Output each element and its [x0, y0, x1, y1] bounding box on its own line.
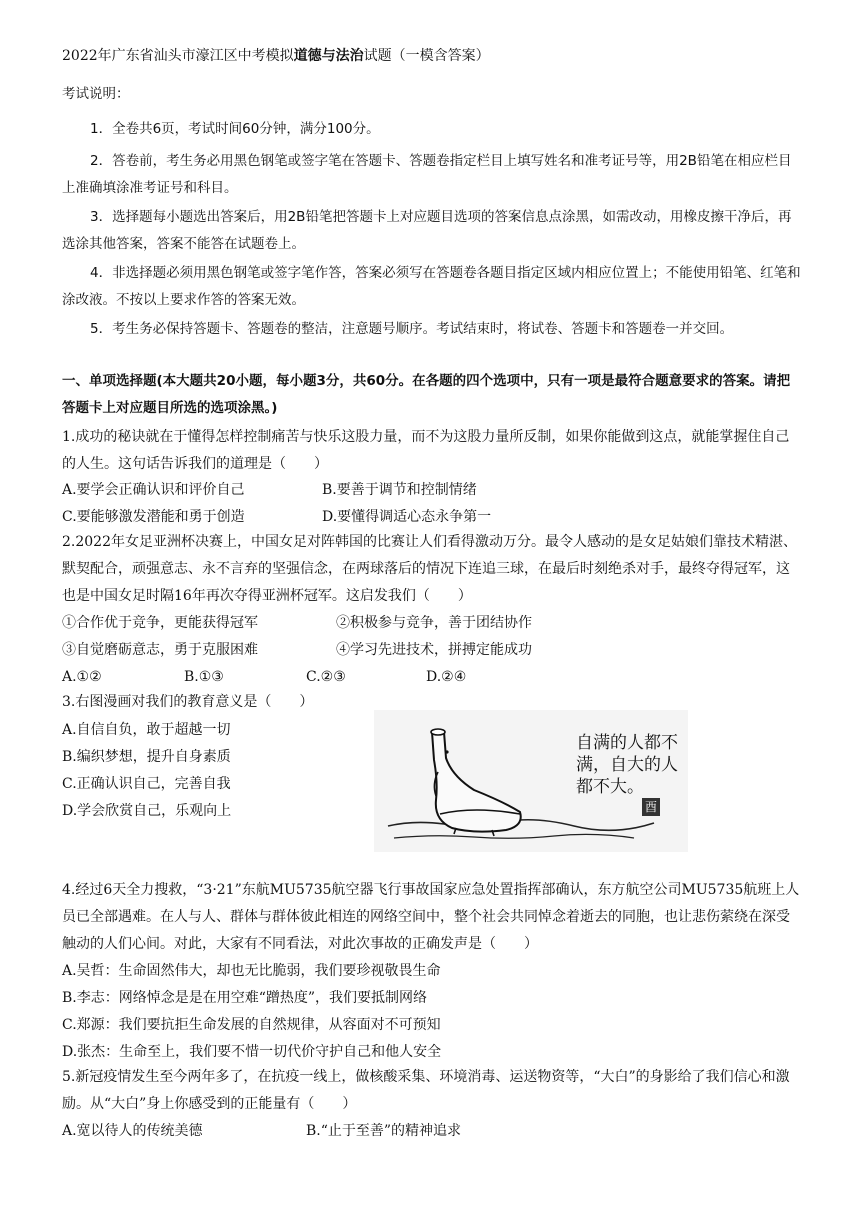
q4-option-b: B.李志：网络悼念是是在用空难“蹭热度”，我们要抵制网络 [62, 990, 428, 1006]
q2-statement-4: ④学习先进技术，拼搏定能成功 [336, 642, 532, 658]
q1-option-d: D.要懂得调适心态永争第一 [322, 509, 492, 525]
cartoon-caption-2: 满，自大的人 [576, 755, 678, 775]
instruction-item-1: 1．全卷共6页，考试时间60分钟，满分100分。 [90, 121, 380, 137]
q3-option-b: B.编织梦想，提升自身素质 [62, 749, 231, 765]
cartoon-seal: 酉 [642, 798, 660, 816]
q4-stem: 4.经过6天全力搜救，“3·21”东航MU5735航空器飞行事故国家应急处置指挥部确认，东方航空公司MU5735航班上人员已全部遇难。在人与人、群体与群体彼此相连的网络空间中，整个社会共同悼念着逝去的同胞，也让悲伤萦绕在深受触动的人们心间。对此，大家有不同看法，对此次事故的正确发声是（ ） [62, 882, 800, 952]
q2-option-b: B.①③ [184, 669, 224, 685]
q4-option-a: A.吴哲：生命固然伟大，却也无比脆弱，我们要珍视敬畏生命 [62, 963, 441, 979]
cartoon-caption-1: 自满的人都不 [576, 733, 678, 753]
q3-option-a: A.自信自负，敢于超越一切 [62, 722, 231, 738]
q2-option-c: C.②③ [306, 669, 346, 685]
q3-stem: 3.右图漫画对我们的教育意义是（ ） [62, 694, 314, 710]
q2-stem: 2.2022年女足亚洲杯决赛上，中国女足对阵韩国的比赛让人们看得激动万分。最令人感动的是女足姑娘们靠技术精湛、默契配合，顽强意志、永不言弃的坚强信念，在两球落后的情况下连追三球，在最后时刻绝杀对手，最终夺得冠军，这也是中国女足时隔16年再次夺得亚洲杯冠军。这启发我们（ ） [62, 534, 797, 604]
instruction-item-4: 4．非选择题必须用黑色钢笔或签字笔作答，答案必须写在答题卷各题目指定区域内相应位置上；不能使用铅笔、红笔和涂改液。不按以上要求作答的答案无效。 [62, 265, 801, 308]
q4-option-d: D.张杰：生命至上，我们要不惜一切代价守护自己和他人安全 [62, 1044, 442, 1060]
title-subject: 道德与法治 [293, 48, 364, 64]
q3-option-d: D.学会欣赏自己，乐观向上 [62, 803, 232, 819]
title-suffix: 试题（一模含答案） [363, 48, 490, 64]
q3-cartoon-image [374, 710, 688, 852]
q2-statement-2: ②积极参与竞争，善于团结协作 [336, 615, 532, 631]
q5-stem: 5.新冠疫情发生至今两年多了，在抗疫一线上，做核酸采集、环境消毒、运送物资等，“大白”的身影给了我们信心和激励。从“大白”身上你感受到的正能量有（ ） [62, 1069, 790, 1112]
instruction-item-5: 5．考生务必保持答题卡、答题卷的整洁，注意题号顺序。考试结束时，将试卷、答题卡和答题卷一并交回。 [90, 321, 734, 337]
page-title [62, 46, 802, 66]
instruction-item-3: 3．选择题每小题选出答案后，用2B铅笔把答题卡上对应题目选项的答案信息点涂黑，如需改动，用橡皮擦干净后，再选涂其他答案，答案不能答在试题卷上。 [62, 209, 792, 252]
q1-stem: 1.成功的秘诀就在于懂得怎样控制痛苦与快乐这股力量，而不为这股力量所反制，如果你能做到这点，就能掌握住自己的人生。这句话告诉我们的道理是（ ） [62, 429, 790, 472]
q1-option-b: B.要善于调节和控制情绪 [322, 482, 477, 498]
cartoon-caption-3: 都不大。 [576, 777, 644, 797]
q1-option-c: C.要能够激发潜能和勇于创造 [62, 509, 245, 525]
instructions-heading: 考试说明： [62, 86, 130, 102]
section-heading: 一、单项选择题(本大题共20小题，每小题3分，共60分。在各题的四个选项中，只有一项是最符合题意要求的答案。请把答题卡上对应题目所选的选项涂黑。) [62, 373, 791, 416]
q3-option-c: C.正确认识自己，完善自我 [62, 776, 231, 792]
q2-statement-3: ③自觉磨砺意志，勇于克服困难 [62, 642, 258, 658]
q2-option-d: D.②④ [426, 669, 467, 685]
q1-option-a: A.要学会正确认识和评价自己 [62, 482, 245, 498]
q4-option-c: C.郑源：我们要抗拒生命发展的自然规律，从容面对不可预知 [62, 1017, 441, 1033]
q2-statement-1: ①合作优于竞争，更能获得冠军 [62, 615, 258, 631]
title-prefix: 2022年广东省汕头市濠江区中考模拟 [62, 48, 294, 64]
q5-option-a: A.宽以待人的传统美德 [62, 1123, 203, 1139]
q2-option-a: A.①② [62, 669, 102, 685]
q5-option-b: B.“止于至善”的精神追求 [306, 1123, 462, 1139]
instruction-item-2: 2．答卷前，考生务必用黑色钢笔或签字笔在答题卡、答题卷指定栏目上填写姓名和准考证号等，用2B铅笔在相应栏目上准确填涂准考证号和科目。 [62, 153, 792, 196]
